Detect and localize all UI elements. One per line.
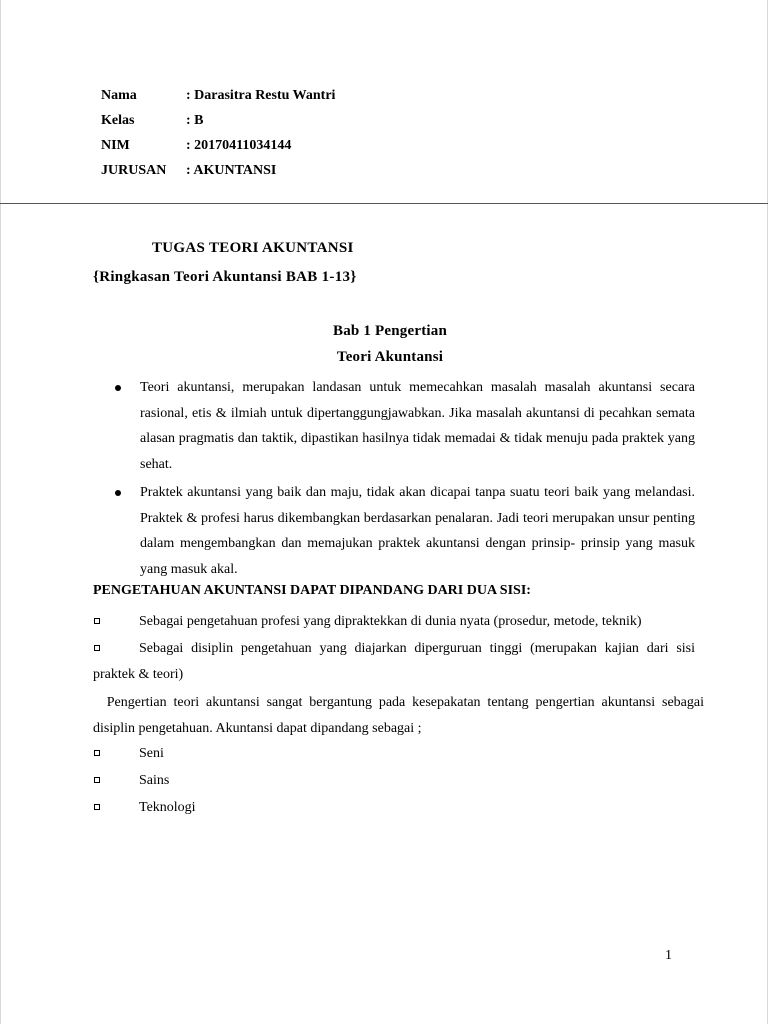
checkbox-square-icon (94, 777, 100, 783)
list-item-text: Praktek akuntansi yang baik dan maju, tidak akan dicapai tanpa suatu teori baik yang melandasi. Praktek & profesi harus dikembangkan berdasarkan penalaran. Jadi teori merupakan unsur penting dalam mengembangkan dan memajukan praktek akuntansi dengan prinsip- prinsip yang masuk yang masuk akal. (140, 485, 695, 577)
list-item-text: Sebagai pengetahuan profesi yang dipraktekkan di dunia nyata (prosedur, metode, teknik) (139, 614, 642, 629)
info-value: : B (186, 113, 204, 128)
bullet-icon (115, 385, 121, 391)
info-label: JURUSAN (101, 163, 167, 178)
info-value: : AKUNTANSI (186, 163, 277, 178)
list-item (115, 375, 695, 477)
section-heading: PENGETAHUAN AKUNTANSI DAPAT DIPANDANG DARI DUA SISI: (93, 583, 531, 598)
info-row-nama (101, 86, 335, 111)
list-item (93, 795, 695, 821)
list-item-text: Seni (139, 746, 164, 761)
list-item-text: Sains (139, 773, 170, 788)
checkbox-square-icon (94, 750, 100, 756)
page-left-edge (0, 0, 1, 1024)
info-label: Nama (101, 88, 137, 103)
body-paragraph (93, 690, 704, 741)
checkbox-square-icon (94, 645, 100, 651)
chapter-heading: Bab 1 Pengertian (332, 323, 448, 339)
list-item (93, 768, 695, 794)
chapter-subheading: Teori Akuntansi (336, 349, 444, 365)
student-info (101, 86, 335, 186)
list-item (93, 636, 695, 688)
info-value: : Darasitra Restu Wantri (186, 88, 336, 103)
info-label: NIM (101, 138, 130, 153)
info-value: : 20170411034144 (186, 138, 292, 153)
page-divider (0, 203, 768, 204)
paragraph-text: Pengertian teori akuntansi sangat bergantung pada kesepakatan tentang pengertian akuntansi sebagai disiplin pengetahuan. Akuntansi dapat dipandang sebagai ; (93, 695, 704, 736)
bullet-icon (115, 490, 121, 496)
checkbox-square-icon (94, 618, 100, 624)
list-item-text: Teknologi (139, 800, 196, 815)
list-item (93, 609, 695, 635)
info-row-nim (101, 136, 335, 161)
bullet-list (115, 375, 695, 585)
document-subtitle: {Ringkasan Teori Akuntansi BAB 1-13} (93, 269, 357, 285)
page-number: 1 (665, 948, 672, 963)
list-item-text: Sebagai disiplin pengetahuan yang diajarkan diperguruan tinggi (merupakan kajian dari sisi praktek & teori) (93, 641, 695, 682)
list-item-text: Teori akuntansi, merupakan landasan untuk memecahkan masalah masalah akuntansi secara rasional, etis & ilmiah untuk dipertanggungjawabkan. Jika masalah akuntansi di pecahkan semata alasan pragmatis dan taktik, dipastikan hasilnya tidak memadai & tidak menuju pada praktek yang sehat. (140, 380, 695, 472)
list-item (93, 741, 695, 767)
info-row-kelas (101, 111, 335, 136)
checkbox-square-icon (94, 804, 100, 810)
info-row-jurusan (101, 161, 335, 186)
document-title: TUGAS TEORI AKUNTANSI (152, 240, 354, 256)
list-item (115, 480, 695, 582)
info-label: Kelas (101, 113, 135, 128)
